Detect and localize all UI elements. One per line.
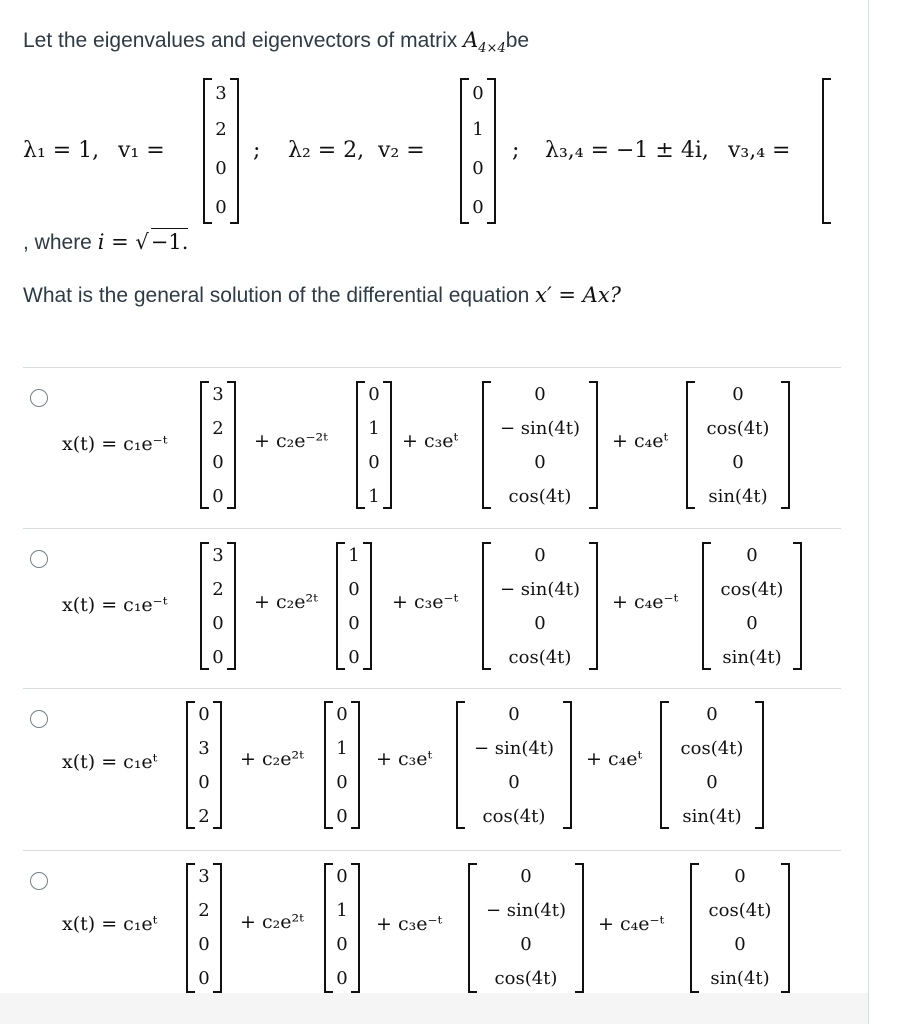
matrix-cell: 0 [368, 452, 380, 473]
matrix-cell: − sin(4t) [499, 579, 581, 600]
matrix-cell: 0 [520, 866, 532, 887]
matrix-cell: 0 [734, 866, 746, 887]
matrix-cell: cos(4t) [508, 647, 572, 668]
matrix-cell: 2 [212, 418, 224, 439]
matrix-cell: 0 [508, 704, 520, 725]
matrix-cell: cos(4t) [482, 806, 546, 827]
option-vector [324, 701, 360, 829]
where-math: i = [97, 230, 136, 254]
matrix-cell: 0 [212, 452, 224, 473]
matrix-cell: 0 [534, 613, 546, 634]
option-vector [186, 701, 222, 829]
option-vector [686, 381, 790, 509]
radio-button[interactable] [30, 389, 48, 407]
matrix-cell: 0 [534, 545, 546, 566]
matrix-cell: 1 [368, 418, 380, 439]
matrix-cell: 0 [508, 772, 520, 793]
matrix-cell: 0 [706, 704, 718, 725]
option-vector [468, 863, 584, 993]
matrix-cell: 0 [198, 772, 210, 793]
option-term: + c₄e⁻ᵗ [612, 591, 679, 613]
intro-matrix-sub: 4×4 [478, 41, 506, 57]
matrix-cell: 0 [732, 384, 744, 405]
matrix-cell: − sin(4t) [473, 738, 555, 759]
answer-option-2[interactable] [0, 529, 868, 689]
matrix-cell: − sin(4t) [499, 418, 581, 439]
matrix-cell: 0 [706, 772, 718, 793]
matrix-cell: 0 [198, 934, 210, 955]
radio-button[interactable] [30, 550, 48, 568]
matrix-cell: 0 [732, 452, 744, 473]
matrix-cell: 0 [534, 452, 546, 473]
matrix-cell: 0 [746, 545, 758, 566]
matrix-cell: 0 [472, 197, 484, 218]
option-vector [482, 542, 598, 670]
matrix-cell: 0 [336, 968, 348, 989]
v2-label: v₂ = [378, 138, 425, 163]
question-equation: x′ = Ax? [535, 283, 621, 307]
matrix-cell: 0 [734, 934, 746, 955]
matrix-cell: 2 [198, 806, 210, 827]
matrix-cell: 0 [348, 613, 360, 634]
option-lead: x(t) = c₁e⁻ᵗ [62, 433, 168, 455]
answer-option-1[interactable] [0, 368, 868, 528]
separator: ; [253, 138, 261, 163]
answer-option-4[interactable] [0, 851, 868, 1024]
where-sqrt: −1. [150, 230, 189, 254]
matrix-cell: 2 [212, 579, 224, 600]
matrix-cell: cos(4t) [494, 968, 558, 989]
matrix-cell: 3 [198, 738, 210, 759]
matrix-cell: 3 [212, 384, 224, 405]
option-vector [336, 542, 372, 670]
matrix-cell: 2 [198, 900, 210, 921]
matrix-cell: cos(4t) [680, 738, 744, 759]
matrix-cell: 1 [336, 900, 348, 921]
matrix-cell: 1 [348, 545, 360, 566]
option-term: + c₂e²ᵗ [254, 591, 318, 613]
eigenvector-v2 [460, 78, 496, 224]
eigenvector-v34-truncated [822, 78, 862, 224]
intro-text: Let the eigenvalues and eigenvectors of matrix [23, 29, 464, 52]
matrix-cell: 0 [215, 158, 227, 179]
option-term: + c₂e²ᵗ [240, 748, 304, 770]
matrix-cell: 1 [368, 486, 380, 507]
intro-matrix: A [463, 28, 479, 52]
v1-label: v₁ = [118, 138, 165, 163]
option-term: + c₃e⁻ᵗ [376, 913, 443, 935]
matrix-cell: 0 [212, 647, 224, 668]
v34-label: v₃,₄ = [728, 138, 791, 163]
question-intro [23, 28, 529, 56]
matrix-cell: sin(4t) [710, 968, 770, 989]
matrix-cell: cos(4t) [708, 900, 772, 921]
matrix-cell: cos(4t) [706, 418, 770, 439]
matrix-cell: 0 [472, 158, 484, 179]
matrix-cell: 3 [215, 83, 227, 104]
option-term: + c₂e²ᵗ [240, 911, 304, 933]
option-term: + c₃e⁻ᵗ [392, 591, 459, 613]
matrix-cell: 3 [198, 866, 210, 887]
matrix-cell: 0 [198, 968, 210, 989]
matrix-cell: sin(4t) [682, 806, 742, 827]
option-term: + c₃eᵗ [376, 748, 433, 770]
option-term: + c₃eᵗ [402, 430, 459, 452]
option-vector [660, 701, 764, 829]
lambda1: λ₁ = 1, [23, 138, 100, 163]
intro-suffix: be [505, 29, 530, 52]
radio-button[interactable] [30, 710, 48, 728]
matrix-cell: 0 [348, 579, 360, 600]
separator: ; [512, 138, 520, 163]
option-vector [324, 863, 360, 993]
scroll-edge [868, 0, 869, 1024]
matrix-cell: 1 [472, 119, 484, 140]
option-lead: x(t) = c₁e⁻ᵗ [62, 594, 168, 616]
matrix-cell: 0 [215, 197, 227, 218]
option-lead: x(t) = c₁eᵗ [62, 913, 158, 935]
lambda34: λ₃,₄ = −1 ± 4i, [545, 138, 709, 163]
matrix-cell: − sin(4t) [485, 900, 567, 921]
matrix-cell: 0 [336, 806, 348, 827]
question-prompt: What is the general solution of the differential equation [23, 284, 536, 307]
matrix-cell: 0 [212, 486, 224, 507]
option-term: + c₂e⁻²ᵗ [254, 430, 328, 452]
matrix-cell: 0 [336, 934, 348, 955]
where-line: , where i = √−1. [23, 230, 189, 254]
matrix-cell: 0 [746, 613, 758, 634]
matrix-cell: sin(4t) [708, 486, 768, 507]
matrix-cell: 0 [368, 384, 380, 405]
where-prefix: , where [23, 231, 98, 254]
matrix-cell: 2 [215, 119, 227, 140]
matrix-cell: sin(4t) [722, 647, 782, 668]
question-text [23, 283, 621, 308]
option-vector [482, 381, 598, 509]
matrix-cell: 3 [212, 545, 224, 566]
option-vector [200, 542, 236, 670]
matrix-cell: 1 [336, 738, 348, 759]
answer-option-3[interactable] [0, 689, 868, 850]
matrix-cell: 0 [198, 704, 210, 725]
matrix-cell: 0 [336, 866, 348, 887]
option-vector [186, 863, 222, 993]
matrix-cell: cos(4t) [720, 579, 784, 600]
option-vector [702, 542, 802, 670]
option-vector [456, 701, 572, 829]
eigenvector-v1 [203, 78, 239, 224]
option-term: + c₄e⁻ᵗ [598, 913, 665, 935]
matrix-cell: 0 [520, 934, 532, 955]
matrix-cell: 0 [212, 613, 224, 634]
lambda2: λ₂ = 2, [288, 138, 365, 163]
option-vector [690, 863, 790, 993]
matrix-cell: 0 [472, 83, 484, 104]
option-lead: x(t) = c₁eᵗ [62, 751, 158, 773]
matrix-cell: 0 [348, 647, 360, 668]
matrix-cell: 0 [336, 772, 348, 793]
matrix-cell: 0 [336, 704, 348, 725]
matrix-cell: 0 [534, 384, 546, 405]
radio-button[interactable] [30, 872, 48, 890]
matrix-cell: cos(4t) [508, 486, 572, 507]
option-term: + c₄eᵗ [612, 430, 669, 452]
option-vector [200, 381, 236, 509]
option-vector [356, 381, 392, 509]
option-term: + c₄eᵗ [586, 748, 643, 770]
